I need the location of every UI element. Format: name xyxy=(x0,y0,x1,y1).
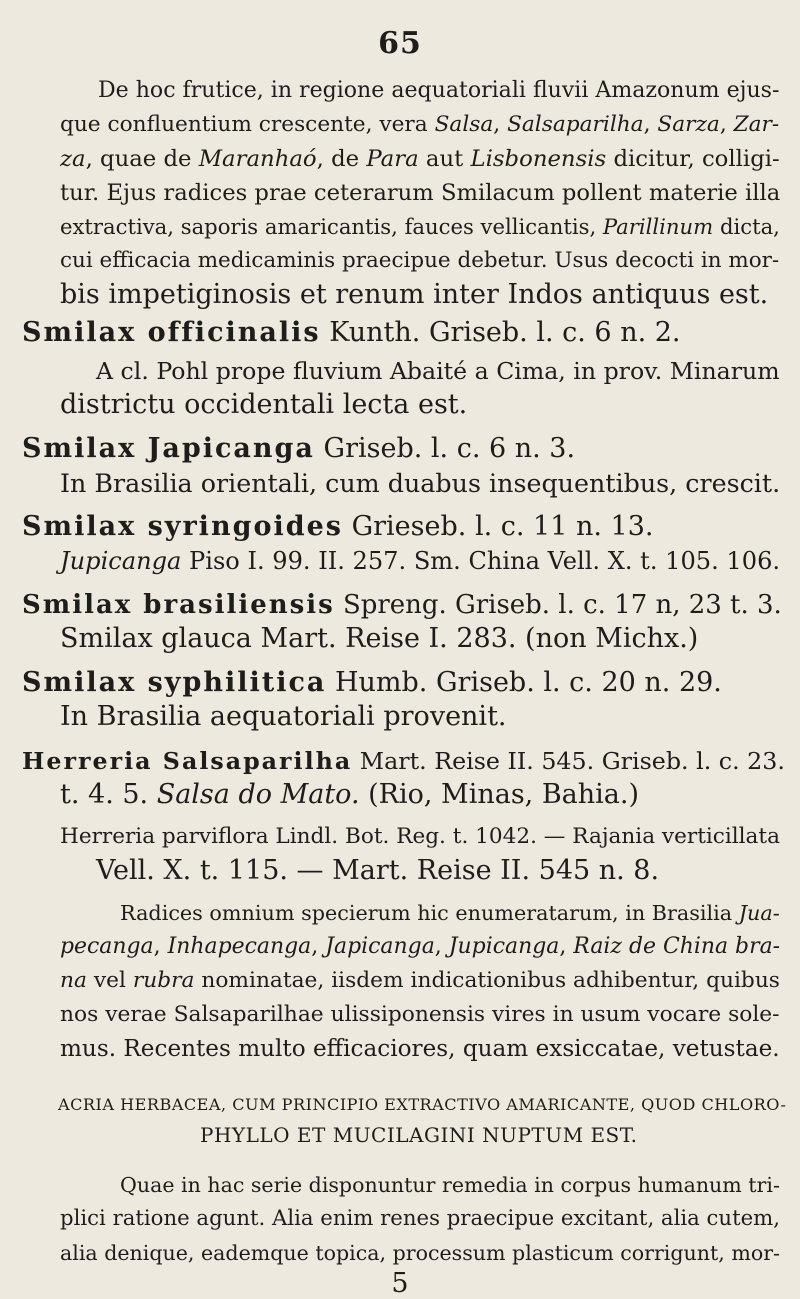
section-heading: PHYLLO ET MUCILAGINI NUPTUM EST. xyxy=(200,1123,638,1147)
species-name: Smilax brasiliensis xyxy=(22,590,335,620)
species-name: Smilax syringoides xyxy=(22,511,343,542)
text-line: que confluentium crescente, vera Salsa, Salsaparilha, Sarza, Zar- xyxy=(60,112,780,137)
text-line: t. 4. 5. Salsa do Mato. (Rio, Minas, Bahia.) xyxy=(60,779,640,810)
text-line: Herreria parviflora Lindl. Bot. Reg. t. 1042. — Rajania verticillata xyxy=(60,824,780,849)
species-entry: Smilax officinalis Kunth. Griseb. l. c. 6 n. 2. xyxy=(22,317,681,348)
text-line: Radices omnium specierum hic enumeratarum, in Brasilia Jua- xyxy=(120,901,780,925)
text-line: na vel rubra nominatae, iisdem indicationibus adhibentur, quibus xyxy=(60,968,780,993)
text-line: Jupicanga Piso I. 99. II. 257. Sm. China Vell. X. t. 105. 106. xyxy=(60,547,781,575)
text-line: Quae in hac serie disponuntur remedia in corpus humanum tri- xyxy=(120,1173,780,1197)
text-line: districtu occidentali lecta est. xyxy=(60,389,468,420)
species-entry: Smilax brasiliensis Spreng. Griseb. l. c. 17 n, 23 t. 3. xyxy=(22,590,782,620)
text-line: za, quae de Maranhaó, de Para aut Lisbonensis dicitur, colligi- xyxy=(60,146,780,172)
species-entry: Herreria Salsaparilha Mart. Reise II. 545. Griseb. l. c. 23. xyxy=(22,747,785,775)
text-line: extractiva, saporis amaricantis, fauces vellicantis, Parillinum dicta, xyxy=(60,214,780,239)
text-line: Vell. X. t. 115. — Mart. Reise II. 545 n. 8. xyxy=(96,855,660,886)
species-name: Herreria Salsaparilha xyxy=(22,747,353,775)
text-line: bis impetiginosis et renum inter Indos antiquus est. xyxy=(60,279,769,310)
species-entry: Smilax syphilitica Humb. Griseb. l. c. 20 n. 29. xyxy=(22,667,722,698)
text-line: cui efficacia medicaminis praecipue debetur. Usus decocti in mor- xyxy=(60,248,780,273)
species-entry: Smilax Japicanga Griseb. l. c. 6 n. 3. xyxy=(22,433,576,464)
text-line: In Brasilia orientali, cum duabus insequentibus, crescit. xyxy=(60,468,781,498)
text-line: In Brasilia aequatoriali provenit. xyxy=(60,701,507,732)
signature-mark: 5 xyxy=(391,1268,409,1299)
section-heading: ACRIA HERBACEA, CUM PRINCIPIO EXTRACTIVO AMARICANTE, QUOD CHLORO- xyxy=(58,1095,787,1114)
text-line: nos verae Salsaparilhae ulissiponensis vires in usum vocare sole- xyxy=(60,1002,780,1027)
text-line: mus. Recentes multo efficaciores, quam exsiccatae, vetustae. xyxy=(60,1036,780,1062)
text-line: pecanga, Inhapecanga, Japicanga, Jupicanga, Raiz de China bra- xyxy=(60,934,781,959)
text-line: plici ratione agunt. Alia enim renes praecipue excitant, alia cutem, xyxy=(60,1206,781,1231)
text-line: Smilax glauca Mart. Reise I. 283. (non Michx.) xyxy=(60,623,699,654)
text-line: alia denique, eademque topica, processum plasticum corrigunt, mor- xyxy=(60,1241,780,1265)
text-line: tur. Ejus radices prae ceterarum Smilacum pollent materie illa xyxy=(60,180,781,206)
species-name: Smilax officinalis xyxy=(22,317,321,348)
species-name: Smilax syphilitica xyxy=(22,667,327,698)
text-line: A cl. Pohl prope fluvium Abaité a Cima, in prov. Minarum xyxy=(96,357,780,385)
species-entry: Smilax syringoides Grieseb. l. c. 11 n. 13. xyxy=(22,511,654,542)
page-number: 65 xyxy=(378,26,422,61)
text-line: De hoc frutice, in regione aequatoriali fluvii Amazonum ejus- xyxy=(98,78,780,103)
species-name: Smilax Japicanga xyxy=(22,433,315,464)
